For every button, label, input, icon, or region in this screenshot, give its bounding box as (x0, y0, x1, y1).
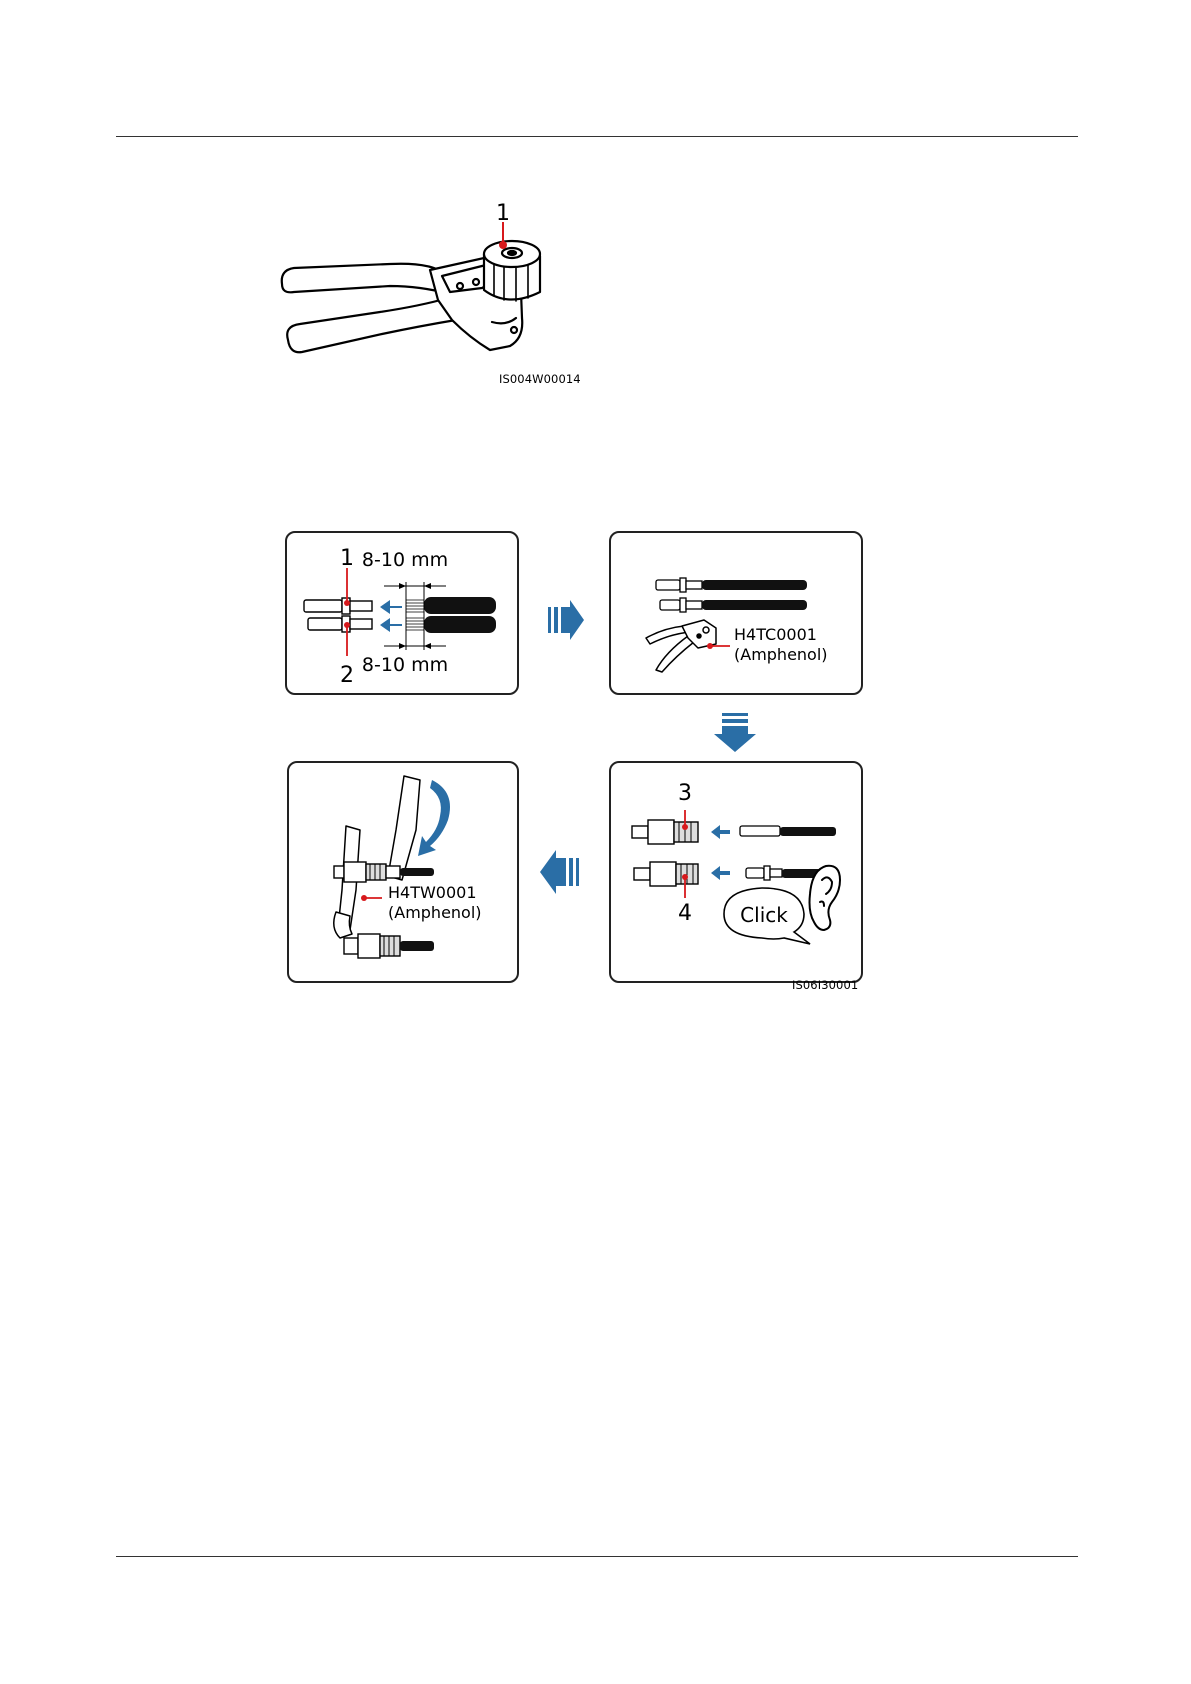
panel-crimp-contact (610, 532, 862, 694)
panel-tighten-nut (288, 762, 518, 982)
callout-dot-1 (499, 241, 507, 249)
click-sound-text: Click (740, 903, 788, 927)
figure2-image-code: IS06I30001 (792, 978, 859, 992)
callout-number-4: 4 (678, 901, 692, 926)
strip-length-label-bottom: 8-10 mm (361, 654, 449, 676)
crimping-tool-figure (270, 200, 590, 390)
callout-number-3: 3 (678, 781, 692, 806)
crimp-tool-brand: (Amphenol) (734, 645, 828, 664)
strip-length-label-top: 8-10 mm (361, 549, 449, 571)
next-step-arrow-icon (714, 713, 756, 752)
spanner-tool-model: H4TW0001 (388, 883, 477, 902)
crimp-tool-model: H4TC0001 (734, 625, 817, 644)
figure1-image-code: IS004W00014 (499, 372, 581, 386)
next-step-arrow-icon (540, 850, 579, 894)
footer-rule (116, 1556, 1078, 1557)
callout-number-1: 1 (496, 201, 510, 226)
next-step-arrow-icon (548, 600, 584, 640)
callout-number-1: 1 (340, 546, 354, 571)
callout-number-2: 2 (340, 663, 354, 688)
header-rule (116, 136, 1078, 137)
assembly-steps-figure (284, 530, 864, 990)
panel-insert-connector (610, 762, 862, 982)
crimping-tool-illustration (282, 241, 540, 352)
spanner-tool-brand: (Amphenol) (388, 903, 482, 922)
panel-strip-cable (286, 532, 518, 694)
